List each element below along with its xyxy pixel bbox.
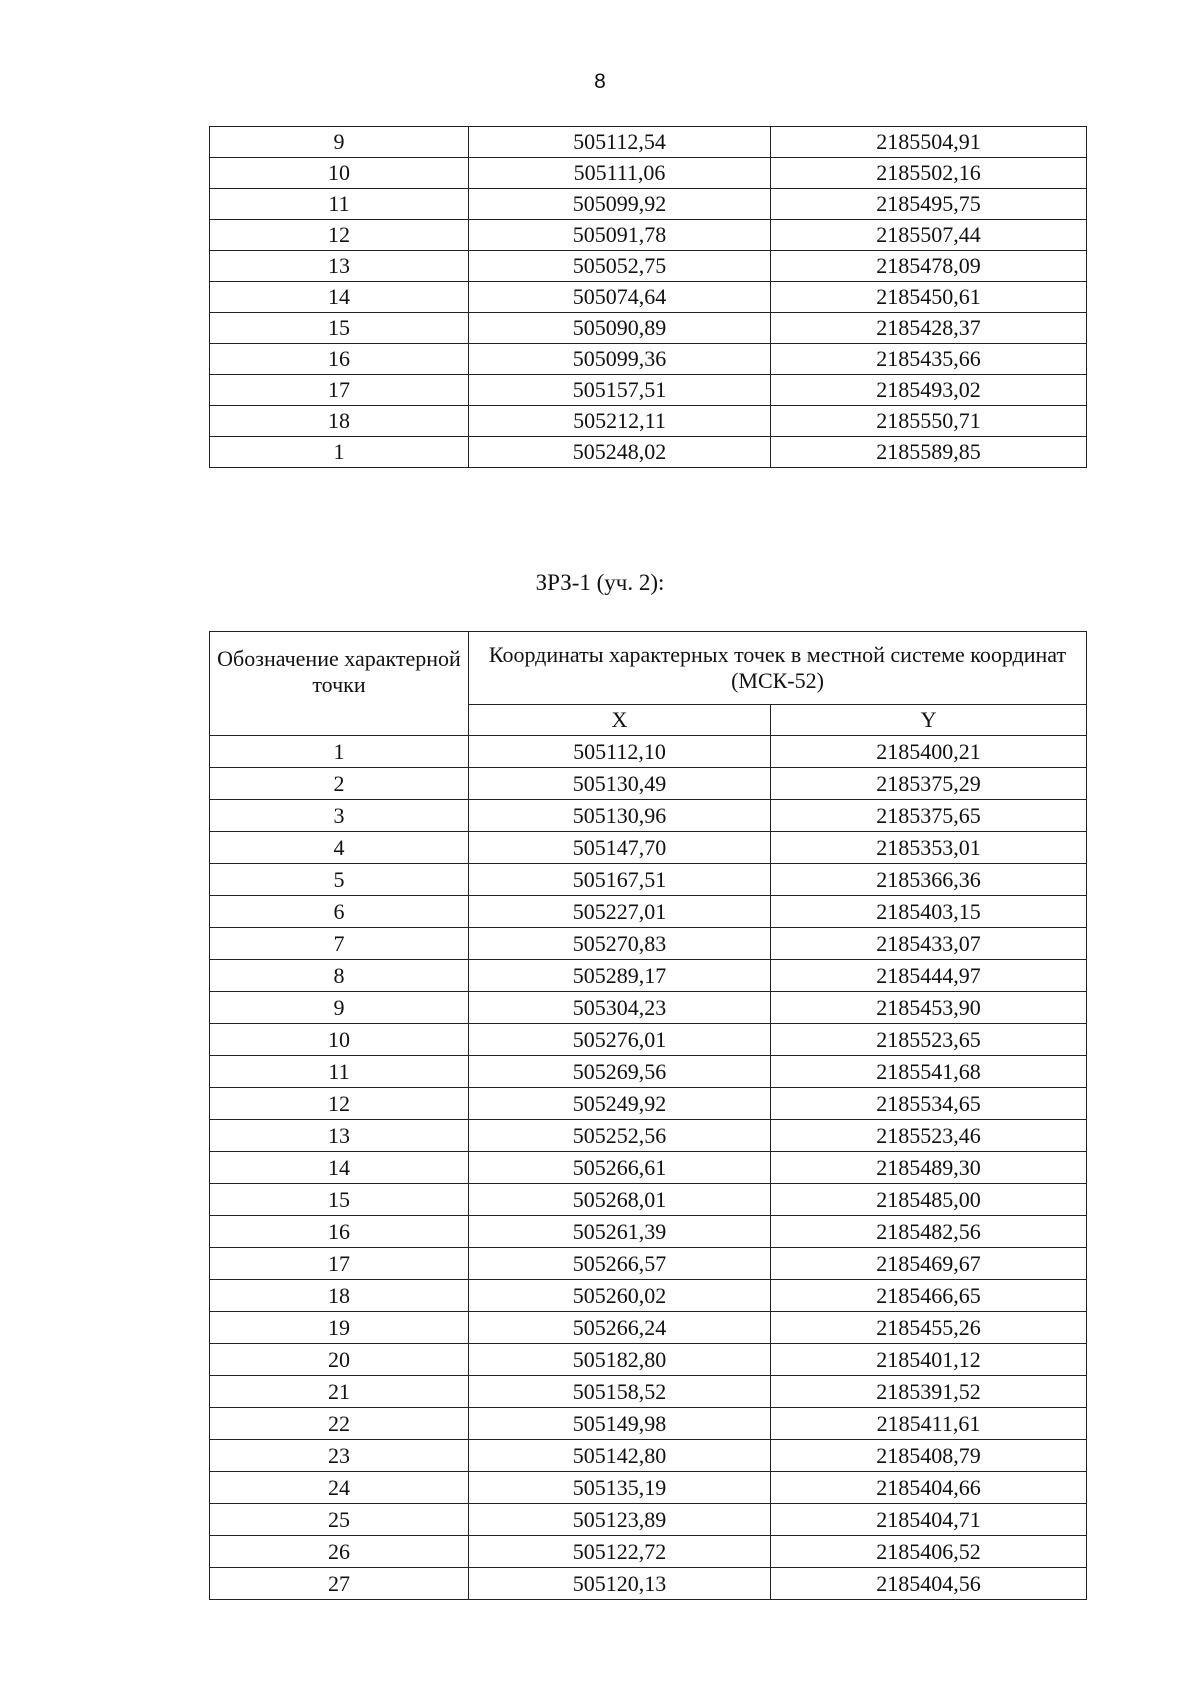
x-cell: 505304,23	[469, 992, 771, 1024]
table-row	[210, 1312, 1087, 1344]
x-cell: 505270,83	[469, 928, 771, 960]
table-row	[210, 800, 1087, 832]
point-cell: 22	[210, 1408, 469, 1440]
x-cell: 505158,52	[469, 1376, 771, 1408]
point-cell: 6	[210, 896, 469, 928]
table-row	[210, 189, 1087, 220]
point-cell: 24	[210, 1472, 469, 1504]
point-cell: 26	[210, 1536, 469, 1568]
x-cell: 505276,01	[469, 1024, 771, 1056]
section-title: ЗРЗ-1 (уч. 2):	[535, 570, 665, 595]
table-row	[210, 282, 1087, 313]
point-cell: 16	[210, 1216, 469, 1248]
header-coordinates: Координаты характерных точек в местной системе координат (МСК-52)	[469, 632, 1087, 705]
coordinates-table-body	[210, 736, 1087, 1600]
point-cell: 7	[210, 928, 469, 960]
y-cell: 2185428,37	[771, 313, 1087, 344]
table-row	[210, 1504, 1087, 1536]
table-row	[210, 896, 1087, 928]
table-row	[210, 1088, 1087, 1120]
point-cell: 4	[210, 832, 469, 864]
header-point-designation: Обозначение характерной точки	[210, 632, 469, 736]
point-cell: 15	[210, 313, 469, 344]
y-cell: 2185404,71	[771, 1504, 1087, 1536]
page-number: 8	[594, 70, 606, 93]
y-cell: 2185541,68	[771, 1056, 1087, 1088]
table-row	[210, 1056, 1087, 1088]
point-cell: 1	[210, 736, 469, 768]
y-cell: 2185534,65	[771, 1088, 1087, 1120]
y-cell: 2185482,56	[771, 1216, 1087, 1248]
y-cell: 2185450,61	[771, 282, 1087, 313]
point-cell: 8	[210, 960, 469, 992]
point-cell: 16	[210, 344, 469, 375]
table-row	[210, 736, 1087, 768]
point-cell: 17	[210, 375, 469, 406]
point-cell: 17	[210, 1248, 469, 1280]
point-cell: 13	[210, 251, 469, 282]
y-cell: 2185401,12	[771, 1344, 1087, 1376]
y-cell: 2185404,66	[771, 1472, 1087, 1504]
y-cell: 2185444,97	[771, 960, 1087, 992]
table-row	[210, 1280, 1087, 1312]
y-cell: 2185469,67	[771, 1248, 1087, 1280]
y-cell: 2185523,46	[771, 1120, 1087, 1152]
x-cell: 505157,51	[469, 375, 771, 406]
table-row	[210, 1440, 1087, 1472]
x-cell: 505123,89	[469, 1504, 771, 1536]
coordinates-table-body	[210, 127, 1087, 468]
x-cell: 505091,78	[469, 220, 771, 251]
x-cell: 505111,06	[469, 158, 771, 189]
y-cell: 2185589,85	[771, 437, 1087, 468]
x-cell: 505252,56	[469, 1120, 771, 1152]
table-row	[210, 1248, 1087, 1280]
y-cell: 2185366,36	[771, 864, 1087, 896]
y-cell: 2185433,07	[771, 928, 1087, 960]
x-cell: 505227,01	[469, 896, 771, 928]
table-row	[210, 1376, 1087, 1408]
x-cell: 505249,92	[469, 1088, 771, 1120]
table-row	[210, 313, 1087, 344]
y-cell: 2185504,91	[771, 127, 1087, 158]
table-row	[210, 406, 1087, 437]
y-cell: 2185453,90	[771, 992, 1087, 1024]
point-cell: 21	[210, 1376, 469, 1408]
table-row	[210, 1408, 1087, 1440]
coordinates-table-continued	[209, 126, 1087, 468]
point-cell: 27	[210, 1568, 469, 1600]
point-cell: 12	[210, 1088, 469, 1120]
y-cell: 2185406,52	[771, 1536, 1087, 1568]
table-header	[210, 632, 1087, 736]
y-cell: 2185408,79	[771, 1440, 1087, 1472]
table-row	[210, 1120, 1087, 1152]
table-row	[210, 1344, 1087, 1376]
y-cell: 2185375,29	[771, 768, 1087, 800]
y-cell: 2185466,65	[771, 1280, 1087, 1312]
point-cell: 13	[210, 1120, 469, 1152]
point-cell: 11	[210, 189, 469, 220]
table-row	[210, 158, 1087, 189]
y-cell: 2185403,15	[771, 896, 1087, 928]
table-row	[210, 1184, 1087, 1216]
x-cell: 505248,02	[469, 437, 771, 468]
table-row	[210, 344, 1087, 375]
x-cell: 505212,11	[469, 406, 771, 437]
y-cell: 2185478,09	[771, 251, 1087, 282]
point-cell: 1	[210, 437, 469, 468]
table-row	[210, 437, 1087, 468]
y-cell: 2185353,01	[771, 832, 1087, 864]
point-cell: 2	[210, 768, 469, 800]
x-cell: 505147,70	[469, 832, 771, 864]
y-cell: 2185435,66	[771, 344, 1087, 375]
table-row	[210, 220, 1087, 251]
table-row	[210, 864, 1087, 896]
point-cell: 19	[210, 1312, 469, 1344]
table-row	[210, 1568, 1087, 1600]
x-cell: 505266,57	[469, 1248, 771, 1280]
x-cell: 505052,75	[469, 251, 771, 282]
point-cell: 23	[210, 1440, 469, 1472]
point-cell: 10	[210, 1024, 469, 1056]
y-cell: 2185507,44	[771, 220, 1087, 251]
table-row	[210, 1152, 1087, 1184]
table-row	[210, 992, 1087, 1024]
table-row	[210, 1472, 1087, 1504]
y-cell: 2185489,30	[771, 1152, 1087, 1184]
point-cell: 18	[210, 1280, 469, 1312]
x-cell: 505261,39	[469, 1216, 771, 1248]
x-cell: 505289,17	[469, 960, 771, 992]
x-cell: 505074,64	[469, 282, 771, 313]
x-cell: 505167,51	[469, 864, 771, 896]
y-cell: 2185400,21	[771, 736, 1087, 768]
x-cell: 505260,02	[469, 1280, 771, 1312]
header-x: X	[469, 705, 771, 736]
point-cell: 15	[210, 1184, 469, 1216]
x-cell: 505149,98	[469, 1408, 771, 1440]
point-cell: 5	[210, 864, 469, 896]
table-row	[210, 1024, 1087, 1056]
table-row	[210, 1216, 1087, 1248]
x-cell: 505135,19	[469, 1472, 771, 1504]
table-row	[210, 127, 1087, 158]
x-cell: 505099,92	[469, 189, 771, 220]
coordinates-table	[209, 631, 1087, 1600]
y-cell: 2185411,61	[771, 1408, 1087, 1440]
point-cell: 18	[210, 406, 469, 437]
table-row	[210, 768, 1087, 800]
x-cell: 505268,01	[469, 1184, 771, 1216]
y-cell: 2185493,02	[771, 375, 1087, 406]
x-cell: 505122,72	[469, 1536, 771, 1568]
x-cell: 505112,10	[469, 736, 771, 768]
x-cell: 505112,54	[469, 127, 771, 158]
x-cell: 505130,49	[469, 768, 771, 800]
x-cell: 505090,89	[469, 313, 771, 344]
table-row	[210, 928, 1087, 960]
x-cell: 505130,96	[469, 800, 771, 832]
x-cell: 505142,80	[469, 1440, 771, 1472]
y-cell: 2185455,26	[771, 1312, 1087, 1344]
header-y: Y	[771, 705, 1087, 736]
y-cell: 2185375,65	[771, 800, 1087, 832]
point-cell: 11	[210, 1056, 469, 1088]
table-row	[210, 251, 1087, 282]
table-row	[210, 375, 1087, 406]
y-cell: 2185485,00	[771, 1184, 1087, 1216]
y-cell: 2185391,52	[771, 1376, 1087, 1408]
y-cell: 2185404,56	[771, 1568, 1087, 1600]
x-cell: 505269,56	[469, 1056, 771, 1088]
x-cell: 505266,61	[469, 1152, 771, 1184]
point-cell: 3	[210, 800, 469, 832]
point-cell: 14	[210, 282, 469, 313]
table-row	[210, 832, 1087, 864]
point-cell: 20	[210, 1344, 469, 1376]
x-cell: 505266,24	[469, 1312, 771, 1344]
table-row	[210, 1536, 1087, 1568]
table-row	[210, 960, 1087, 992]
y-cell: 2185502,16	[771, 158, 1087, 189]
y-cell: 2185495,75	[771, 189, 1087, 220]
point-cell: 9	[210, 127, 469, 158]
point-cell: 9	[210, 992, 469, 1024]
x-cell: 505182,80	[469, 1344, 771, 1376]
x-cell: 505099,36	[469, 344, 771, 375]
point-cell: 25	[210, 1504, 469, 1536]
point-cell: 10	[210, 158, 469, 189]
y-cell: 2185550,71	[771, 406, 1087, 437]
y-cell: 2185523,65	[771, 1024, 1087, 1056]
x-cell: 505120,13	[469, 1568, 771, 1600]
point-cell: 12	[210, 220, 469, 251]
point-cell: 14	[210, 1152, 469, 1184]
